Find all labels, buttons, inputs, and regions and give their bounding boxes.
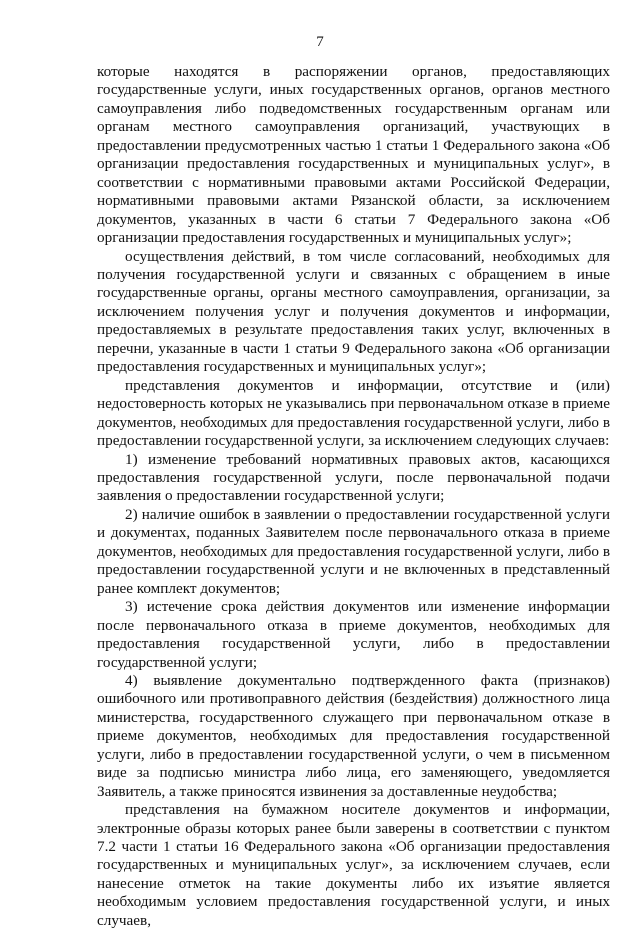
list-item-2: 2) наличие ошибок в заявлении о предоставлении государственной услуги и документах, поданных Заявителем после первоначального отказа в приеме документов, необходимых для предоставления государственной услуги, либо в предоставлении государственной услуги и не включенных в представленный ранее комплект документов; bbox=[97, 505, 610, 597]
list-item-1: 1) изменение требований нормативных правовых актов, касающихся предоставления государственной услуги, после первоначальной подачи заявления о предоставлении государственной услуги; bbox=[97, 450, 610, 505]
page-number: 7 bbox=[316, 34, 324, 50]
paragraph-documents: представления документов и информации, отсутствие и (или) недостоверность которых не указывались при первоначальном отказе в приеме документов, необходимых для предоставления государственной услуги, либо в предоставлении государственной услуги, за исключением следующих случаев: bbox=[97, 376, 610, 450]
paragraph-paper-documents: представления на бумажном носителе документов и информации, электронные образы которых ранее были заверены в соответствии с пунктом 7.2 части 1 статьи 16 Федерального закона «Об организации предоставления государственных и муниципальных услуг», за исключением случаев, если нанесение отметок на такие документы либо их изъятие является необходимым условием предоставления государственной услуги, и иных случаев, bbox=[97, 801, 610, 929]
paragraph-actions: осуществления действий, в том числе согласований, необходимых для получения государственной услуги и связанных с обращением в иные государственные органы, органы местного самоуправления, организации, за исключением получения услуг и получения документов и информации, предоставляемых в результате предоставления таких услуг, включенных в перечни, указанные в части 1 статьи 9 Федерального закона «Об организации предоставления государственных и муниципальных услуг»; bbox=[97, 247, 610, 376]
list-item-4: 4) выявление документально подтвержденного факта (признаков) ошибочного или противоправного действия (бездействия) должностного лица министерства, государственного служащего при первоначальном отказе в приеме документов, необходимых для предоставления государственной услуги, либо в предоставлении государственной услуги, о чем в письменном виде за подписью министра либо лица, его заменяющего, уведомляется Заявитель, а также приносятся извинения за доставленные неудобства; bbox=[97, 671, 610, 800]
list-item-3: 3) истечение срока действия документов или изменение информации после первоначального отказа в приеме документов, необходимых для предоставления государственной услуги, либо в предоставлении государственной услуги; bbox=[97, 598, 610, 671]
paragraph-continuation: которые находятся в распоряжении органов, предоставляющих государственные услуги, иных государственных органов, органов местного самоуправления либо подведомственных государственным органам или органам местного самоуправления организаций, участвующих в предоставлении предусмотренных частью 1 статьи 1 Федерального закона «Об организации предоставления государственных и муниципальных услуг», в соответствии с нормативными правовыми актами Российской Федерации, нормативными правовыми актами Рязанской области, за исключением документов, указанных в части 6 статьи 7 Федерального закона «Об организации предоставления государственных и муниципальных услуг»; bbox=[97, 63, 610, 247]
document-body bbox=[97, 63, 610, 930]
